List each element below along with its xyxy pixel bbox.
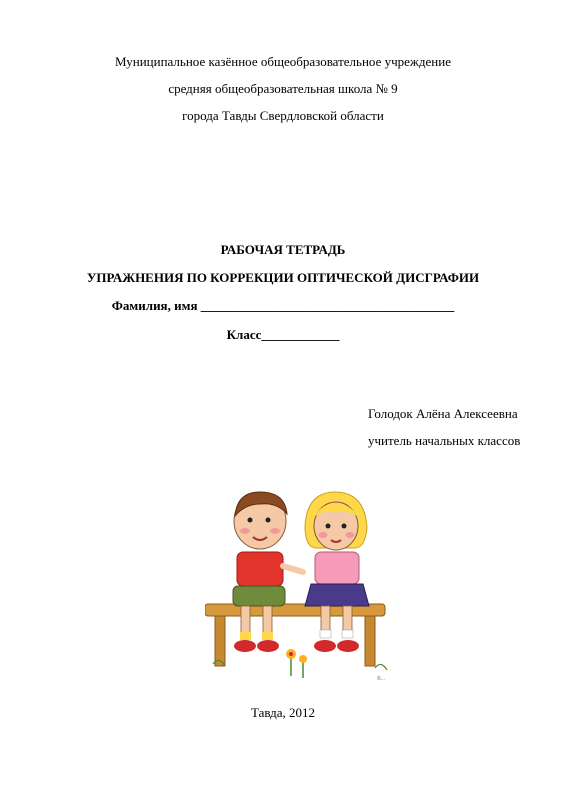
illustration-signature: ©...: [377, 676, 385, 682]
girl-figure: [305, 492, 369, 652]
school-name-line: средняя общеобразовательная школа № 9: [168, 81, 398, 96]
class-field-line: Класс____________: [226, 327, 340, 342]
workbook-title: РАБОЧАЯ ТЕТРАДЬ: [220, 242, 346, 257]
boy-figure: [233, 492, 303, 652]
school-type-line: Муниципальное казённое общеобразовательное учреждение: [115, 54, 451, 69]
author-name: Голодок Алёна Алексеевна: [368, 406, 518, 421]
author-position: учитель начальных классов: [368, 433, 521, 448]
school-location-line: города Тавды Свердловской области: [182, 108, 384, 123]
workbook-subtitle: УПРАЖНЕНИЯ ПО КОРРЕКЦИИ ОПТИЧЕСКОЙ ДИСГРАФИИ: [86, 270, 480, 285]
name-field-line: Фамилия, имя _______________________________________: [111, 298, 455, 313]
children-on-bench-illustration: [205, 486, 395, 686]
place-year: Тавда, 2012: [250, 705, 316, 720]
flowers: [213, 649, 387, 678]
